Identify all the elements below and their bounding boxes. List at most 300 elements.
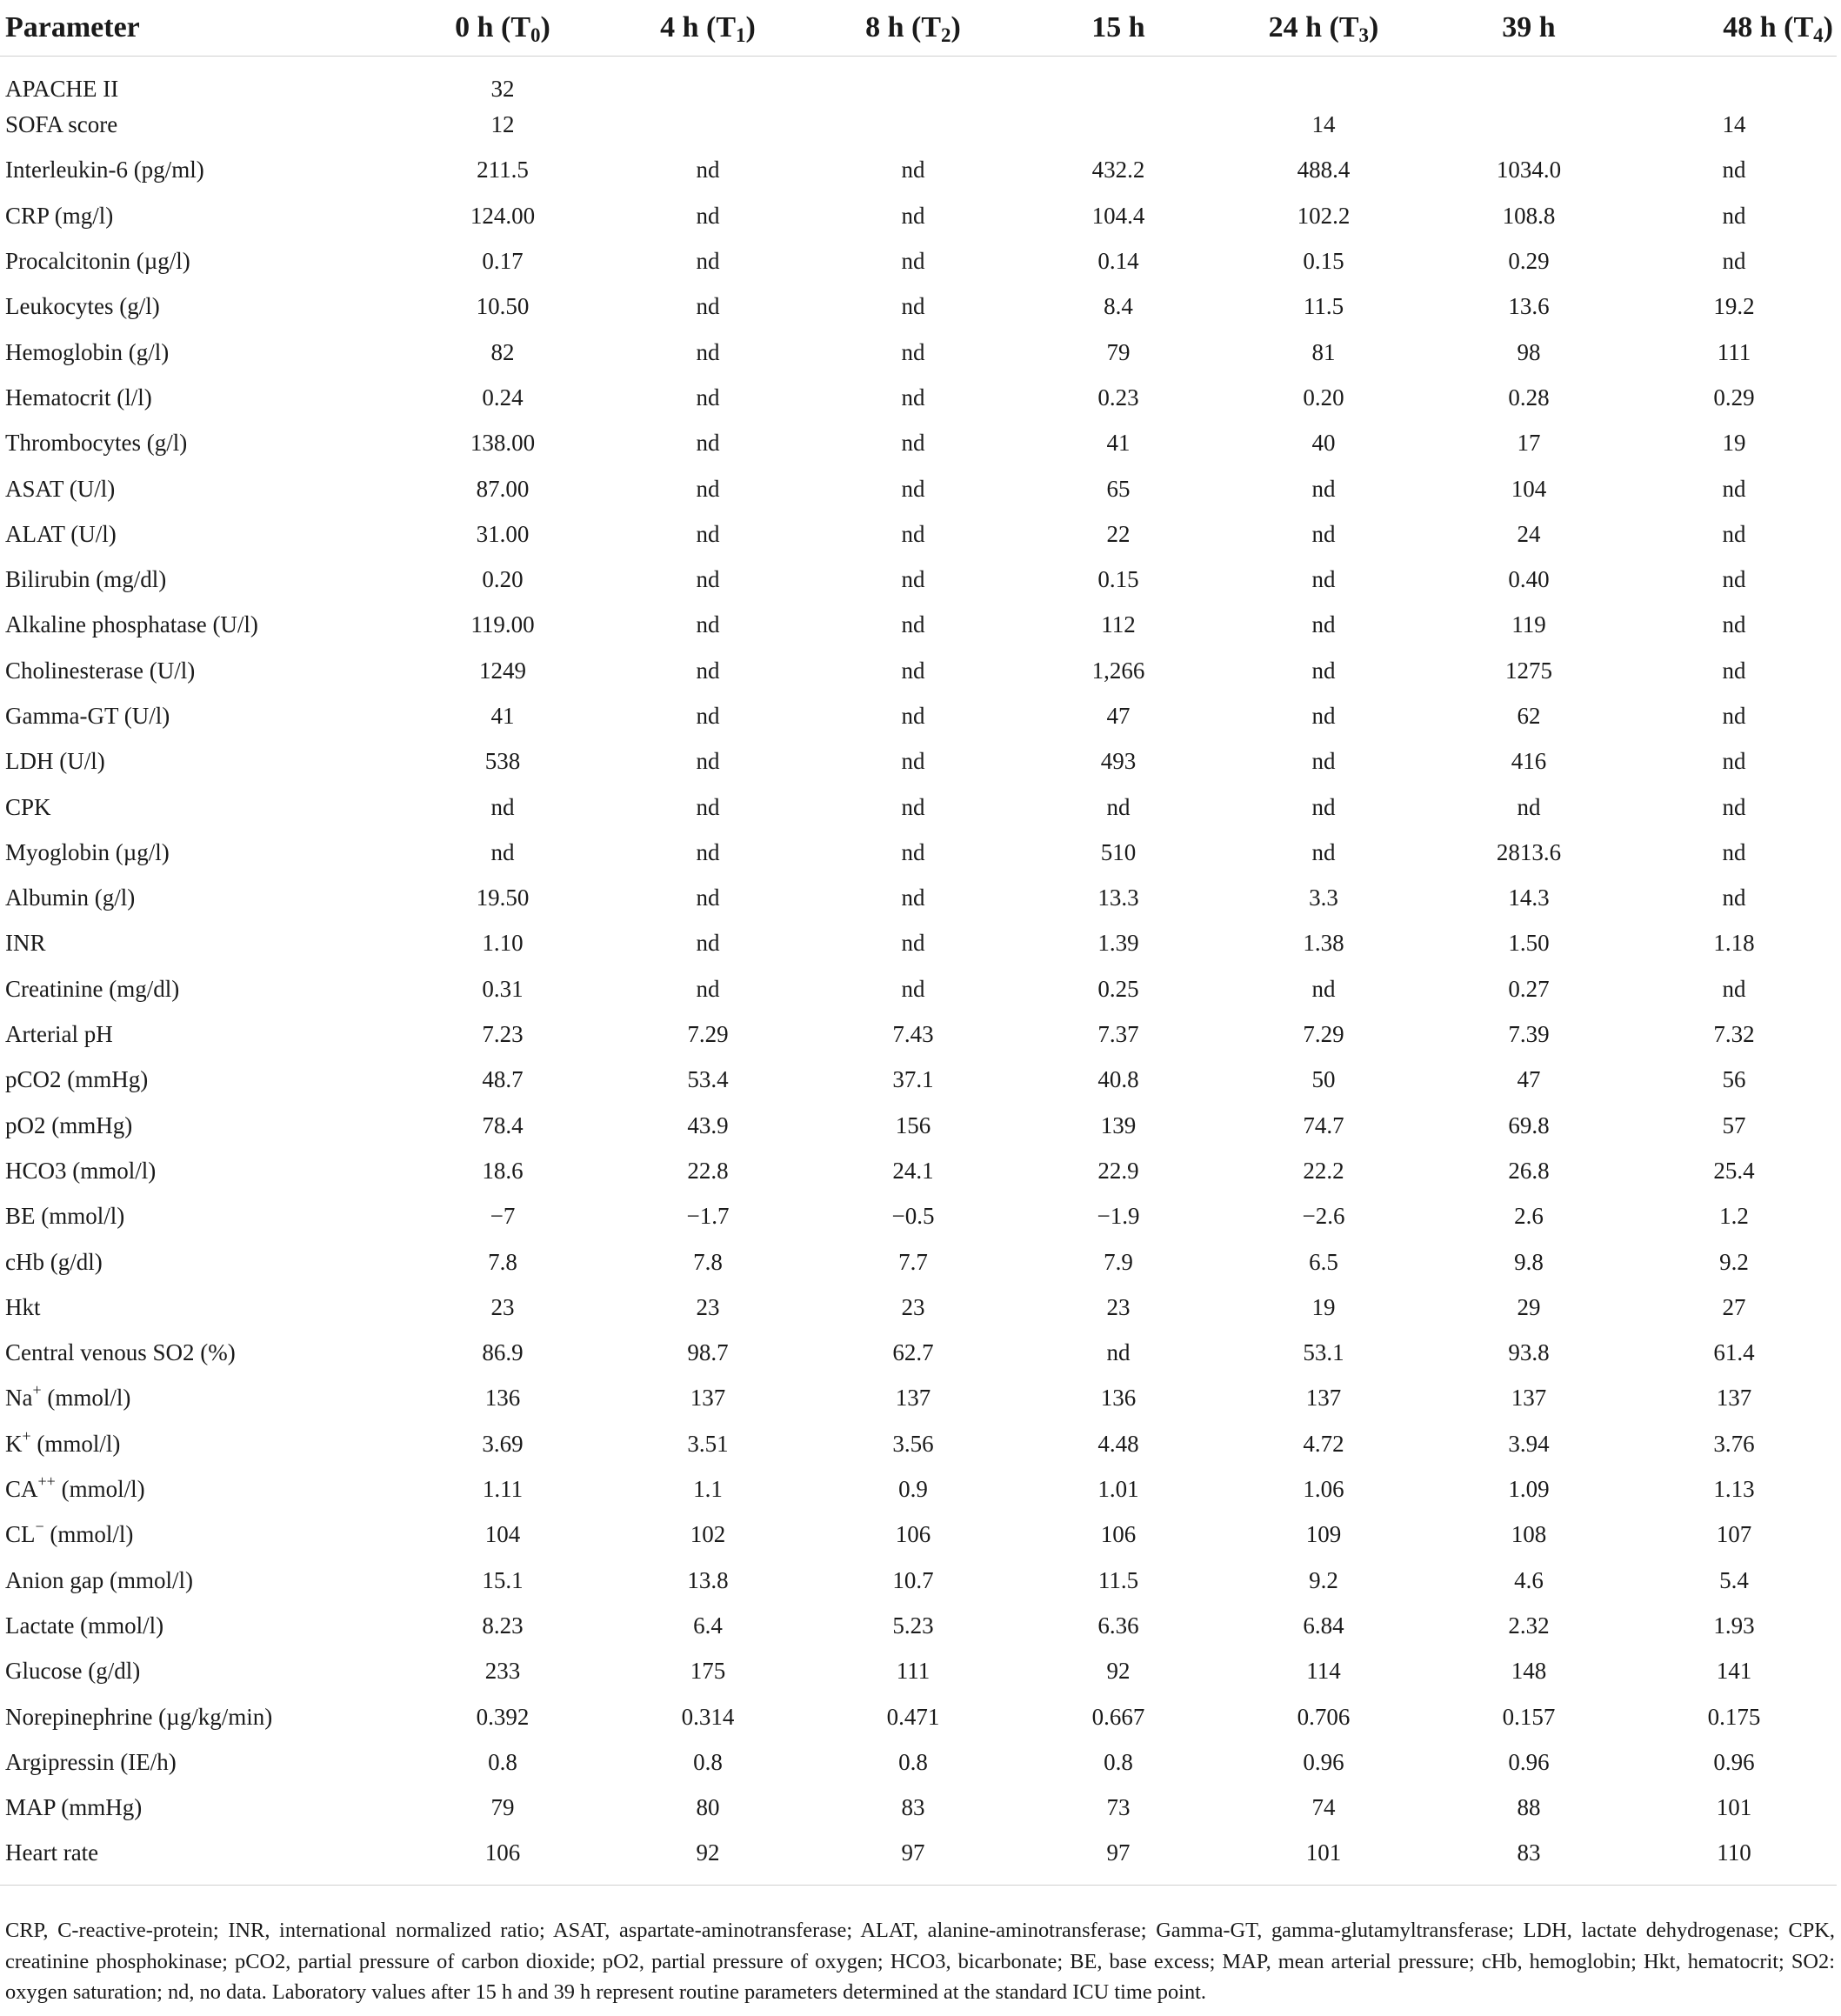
value-cell: 0.392 bbox=[476, 1703, 530, 1730]
value-cell: 7.23 bbox=[482, 1021, 524, 1048]
value-cell: 22.2 bbox=[1303, 1157, 1344, 1184]
value-cell: 79 bbox=[1106, 338, 1131, 365]
parameter-label: Thrombocytes (g/l) bbox=[5, 430, 188, 457]
parameter-superscript: − bbox=[35, 1518, 44, 1536]
value-cell: 0.314 bbox=[681, 1703, 735, 1730]
parameter-label: Albumin (g/l) bbox=[5, 885, 136, 911]
value-cell: 0.96 bbox=[1508, 1748, 1550, 1775]
value-cell: nd bbox=[696, 338, 720, 365]
value-cell: nd bbox=[1311, 475, 1336, 502]
header-label: 4 h (T bbox=[660, 10, 737, 43]
table-row bbox=[0, 1148, 1837, 1193]
value-cell: 10.50 bbox=[476, 293, 530, 320]
value-cell: 26.8 bbox=[1508, 1157, 1550, 1184]
value-cell: 1275 bbox=[1505, 657, 1552, 684]
value-cell: 82 bbox=[490, 338, 515, 365]
value-cell bbox=[1426, 103, 1631, 148]
value-cell: 1.50 bbox=[1508, 930, 1550, 957]
value-cell: 233 bbox=[484, 1658, 521, 1685]
value-cell: 1.93 bbox=[1713, 1612, 1755, 1639]
value-cell: nd bbox=[901, 475, 925, 502]
value-cell: nd bbox=[1106, 1339, 1131, 1366]
parameter-label: Hematocrit (l/l) bbox=[5, 384, 152, 411]
value-cell: 24 bbox=[1517, 520, 1541, 547]
value-cell: 0.15 bbox=[1303, 248, 1344, 275]
value-cell: 12 bbox=[490, 111, 515, 138]
header-timepoint-7 bbox=[1631, 0, 1837, 56]
value-cell bbox=[810, 103, 1016, 148]
value-cell: 8.23 bbox=[482, 1612, 524, 1639]
value-cell: 25.4 bbox=[1713, 1157, 1755, 1184]
parameter-cell bbox=[0, 784, 400, 830]
value-cell: 111 bbox=[896, 1658, 931, 1685]
value-cell: 1.18 bbox=[1713, 930, 1755, 957]
value-cell: nd bbox=[901, 293, 925, 320]
value-cell: −1.9 bbox=[1097, 1203, 1140, 1230]
value-cell: 62.7 bbox=[892, 1339, 934, 1366]
value-cell: 80 bbox=[696, 1794, 720, 1821]
parameter-label: Anion gap (mmol/l) bbox=[5, 1566, 193, 1593]
value-cell: 83 bbox=[901, 1794, 925, 1821]
header-subscript: 1 bbox=[736, 23, 746, 46]
table-row bbox=[0, 1421, 1837, 1466]
value-cell: 4.48 bbox=[1097, 1430, 1139, 1457]
value-cell: 9.2 bbox=[1719, 1248, 1749, 1275]
value-cell: 114 bbox=[1306, 1658, 1341, 1685]
value-cell: nd bbox=[1106, 793, 1131, 820]
parameter-label: Lactate (mmol/l) bbox=[5, 1612, 164, 1639]
parameter-unit: (mmol/l) bbox=[43, 1521, 134, 1548]
header-timepoint-5 bbox=[1221, 0, 1426, 56]
value-cell: 4.6 bbox=[1514, 1566, 1544, 1593]
value-cell: nd bbox=[696, 885, 720, 911]
value-cell: 92 bbox=[696, 1839, 720, 1866]
value-cell: nd bbox=[901, 430, 925, 457]
value-cell: 110 bbox=[1717, 1839, 1751, 1866]
value-cell: nd bbox=[1722, 475, 1746, 502]
value-cell: 7.29 bbox=[687, 1021, 729, 1048]
parameter-label: INR bbox=[5, 930, 46, 957]
value-cell: nd bbox=[1311, 566, 1336, 593]
value-cell: 7.29 bbox=[1303, 1021, 1344, 1048]
value-cell: 0.8 bbox=[488, 1748, 517, 1775]
parameter-cell bbox=[0, 103, 400, 148]
table-row bbox=[0, 466, 1837, 511]
header-timepoint-3 bbox=[810, 0, 1016, 56]
parameter-cell bbox=[0, 56, 400, 103]
value-cell: nd bbox=[696, 520, 720, 547]
value-cell: 4.72 bbox=[1303, 1430, 1344, 1457]
value-cell: nd bbox=[901, 566, 925, 593]
parameter-label: LDH (U/l) bbox=[5, 748, 105, 775]
value-cell: 104.4 bbox=[1091, 202, 1145, 229]
value-cell: nd bbox=[1722, 703, 1746, 729]
value-cell: 8.4 bbox=[1104, 293, 1133, 320]
table-row bbox=[0, 330, 1837, 375]
table-row bbox=[0, 56, 1837, 103]
value-cell: 1.38 bbox=[1303, 930, 1344, 957]
value-cell: 3.56 bbox=[892, 1430, 934, 1457]
value-cell: 107 bbox=[1716, 1521, 1752, 1548]
table-bottom-rule bbox=[0, 1876, 1837, 1886]
value-cell: 104 bbox=[484, 1521, 521, 1548]
value-cell: 37.1 bbox=[892, 1066, 934, 1093]
value-cell: 11.5 bbox=[1303, 293, 1344, 320]
parameter-label: Cholinesterase (U/l) bbox=[5, 657, 196, 684]
parameter-label: Hemoglobin (g/l) bbox=[5, 338, 170, 365]
value-cell: nd bbox=[901, 748, 925, 775]
header-timepoint-2 bbox=[605, 0, 810, 56]
table-body bbox=[0, 56, 1837, 1876]
value-cell: 538 bbox=[484, 748, 521, 775]
value-cell: 79 bbox=[490, 1794, 515, 1821]
value-cell: 2813.6 bbox=[1496, 838, 1562, 865]
parameter-label: Gamma-GT (U/l) bbox=[5, 703, 170, 729]
parameter-cell bbox=[0, 148, 400, 193]
value-cell bbox=[1631, 56, 1837, 103]
value-cell: 119 bbox=[1511, 611, 1546, 638]
table-row bbox=[0, 739, 1837, 784]
value-cell: 73 bbox=[1106, 1794, 1131, 1821]
value-cell: nd bbox=[696, 430, 720, 457]
parameter-label: Na bbox=[5, 1385, 33, 1412]
parameter-label: Creatinine (mg/dl) bbox=[5, 975, 180, 1002]
value-cell: 5.4 bbox=[1719, 1566, 1749, 1593]
parameter-label: CPK bbox=[5, 793, 51, 820]
parameter-cell bbox=[0, 1649, 400, 1694]
value-cell: 137 bbox=[1305, 1385, 1342, 1412]
value-cell: 2.32 bbox=[1508, 1612, 1550, 1639]
value-cell: nd bbox=[1722, 748, 1746, 775]
table-row bbox=[0, 1649, 1837, 1694]
value-cell: 1034.0 bbox=[1496, 157, 1562, 184]
value-cell: 2.6 bbox=[1514, 1203, 1544, 1230]
parameter-cell bbox=[0, 1011, 400, 1057]
value-cell: 0.8 bbox=[693, 1748, 723, 1775]
value-cell: 141 bbox=[1716, 1658, 1752, 1685]
parameter-label: CL bbox=[5, 1521, 36, 1548]
value-cell: 0.175 bbox=[1707, 1703, 1761, 1730]
value-cell: 432.2 bbox=[1091, 157, 1145, 184]
value-cell: 31.00 bbox=[476, 520, 530, 547]
value-cell: 1.39 bbox=[1097, 930, 1139, 957]
value-cell: 19.50 bbox=[476, 885, 530, 911]
parameter-cell bbox=[0, 1148, 400, 1193]
value-cell: 13.3 bbox=[1097, 885, 1139, 911]
value-cell: −1.7 bbox=[686, 1203, 730, 1230]
table-row bbox=[0, 648, 1837, 693]
value-cell: nd bbox=[901, 975, 925, 1002]
value-cell: nd bbox=[1722, 611, 1746, 638]
value-cell: 74 bbox=[1311, 1794, 1336, 1821]
parameter-label: SOFA score bbox=[5, 111, 118, 138]
value-cell: 19 bbox=[1722, 430, 1746, 457]
value-cell: nd bbox=[1722, 838, 1746, 865]
value-cell: 0.24 bbox=[482, 384, 524, 411]
value-cell: 0.17 bbox=[482, 248, 524, 275]
parameter-cell bbox=[0, 1512, 400, 1558]
value-cell: 175 bbox=[690, 1658, 726, 1685]
value-cell: nd bbox=[696, 384, 720, 411]
parameter-label: CRP (mg/l) bbox=[5, 202, 114, 229]
parameter-unit: (mmol/l) bbox=[30, 1430, 121, 1457]
value-cell: 1.09 bbox=[1508, 1476, 1550, 1503]
table-row bbox=[0, 603, 1837, 648]
value-cell: 22 bbox=[1106, 520, 1131, 547]
value-cell: 0.8 bbox=[1104, 1748, 1133, 1775]
parameter-cell bbox=[0, 1331, 400, 1376]
header-timepoint-1 bbox=[400, 0, 605, 56]
value-cell: 9.2 bbox=[1309, 1566, 1338, 1593]
parameter-label: Glucose (g/dl) bbox=[5, 1658, 141, 1685]
value-cell: 7.37 bbox=[1097, 1021, 1139, 1048]
value-cell: nd bbox=[1311, 975, 1336, 1002]
value-cell: 111 bbox=[1717, 338, 1751, 365]
value-cell: 23 bbox=[490, 1293, 515, 1320]
parameter-cell bbox=[0, 921, 400, 966]
parameter-label: CA bbox=[5, 1476, 38, 1503]
value-cell: nd bbox=[901, 885, 925, 911]
parameter-cell bbox=[0, 1831, 400, 1876]
header-label: 48 h (T bbox=[1723, 10, 1814, 43]
value-cell: 17 bbox=[1517, 430, 1541, 457]
value-cell: 416 bbox=[1511, 748, 1547, 775]
value-cell: 7.7 bbox=[898, 1248, 928, 1275]
value-cell: 65 bbox=[1106, 475, 1131, 502]
value-cell: nd bbox=[696, 293, 720, 320]
value-cell: nd bbox=[901, 157, 925, 184]
value-cell: 6.4 bbox=[693, 1612, 723, 1639]
value-cell: 9.8 bbox=[1514, 1248, 1544, 1275]
value-cell: 50 bbox=[1311, 1066, 1336, 1093]
value-cell: 7.32 bbox=[1713, 1021, 1755, 1048]
value-cell: nd bbox=[1722, 248, 1746, 275]
value-cell: 0.20 bbox=[1303, 384, 1344, 411]
value-cell: 69.8 bbox=[1508, 1111, 1550, 1138]
table-row bbox=[0, 1785, 1837, 1830]
value-cell: nd bbox=[490, 838, 515, 865]
value-cell: 7.8 bbox=[488, 1248, 517, 1275]
value-cell: nd bbox=[1311, 748, 1336, 775]
value-cell: nd bbox=[1311, 838, 1336, 865]
value-cell: 93.8 bbox=[1508, 1339, 1550, 1366]
value-cell: nd bbox=[696, 975, 720, 1002]
value-cell: 23 bbox=[1106, 1293, 1131, 1320]
parameter-cell bbox=[0, 830, 400, 875]
header-label: 0 h (T bbox=[455, 10, 531, 43]
value-cell: 98 bbox=[1517, 338, 1541, 365]
value-cell: nd bbox=[901, 248, 925, 275]
header-label: 15 h bbox=[1091, 10, 1145, 43]
table-row bbox=[0, 1603, 1837, 1648]
value-cell: 211.5 bbox=[477, 157, 529, 184]
value-cell: 88 bbox=[1517, 1794, 1541, 1821]
value-cell: 138.00 bbox=[470, 430, 536, 457]
value-cell: 32 bbox=[490, 75, 515, 102]
value-cell: 0.96 bbox=[1713, 1748, 1755, 1775]
value-cell bbox=[605, 103, 810, 148]
header-label: 8 h (T bbox=[865, 10, 942, 43]
value-cell: 3.76 bbox=[1713, 1430, 1755, 1457]
value-cell: 5.23 bbox=[892, 1612, 934, 1639]
parameter-unit: (mmol/l) bbox=[55, 1476, 145, 1503]
value-cell: 7.39 bbox=[1508, 1021, 1550, 1048]
value-cell: 1.10 bbox=[482, 930, 524, 957]
value-cell: nd bbox=[901, 703, 925, 729]
value-cell: 41 bbox=[1106, 430, 1131, 457]
header-subscript: 2 bbox=[941, 23, 951, 46]
parameter-label: Alkaline phosphatase (U/l) bbox=[5, 611, 258, 638]
table-row bbox=[0, 1103, 1837, 1148]
value-cell: nd bbox=[1311, 793, 1336, 820]
value-cell: 18.6 bbox=[482, 1157, 524, 1184]
parameter-label: APACHE II bbox=[5, 75, 119, 102]
value-cell: nd bbox=[696, 248, 720, 275]
parameter-label: MAP (mmHg) bbox=[5, 1794, 143, 1821]
parameter-label: ASAT (U/l) bbox=[5, 475, 116, 502]
table-row bbox=[0, 1694, 1837, 1739]
value-cell: 14 bbox=[1311, 111, 1336, 138]
value-cell: 1.06 bbox=[1303, 1476, 1344, 1503]
value-cell bbox=[810, 56, 1016, 103]
value-cell: 83 bbox=[1517, 1839, 1541, 1866]
value-cell: 81 bbox=[1311, 338, 1336, 365]
value-cell: 0.157 bbox=[1502, 1703, 1556, 1730]
parameter-label: Arterial pH bbox=[5, 1021, 113, 1048]
table-row bbox=[0, 148, 1837, 193]
header-parameter bbox=[0, 0, 400, 56]
table-row bbox=[0, 1466, 1837, 1512]
value-cell: 139 bbox=[1100, 1111, 1137, 1138]
table-row bbox=[0, 1011, 1837, 1057]
table-row bbox=[0, 238, 1837, 284]
value-cell: nd bbox=[1722, 793, 1746, 820]
value-cell: 57 bbox=[1722, 1111, 1746, 1138]
value-cell: 148 bbox=[1511, 1658, 1547, 1685]
table-row bbox=[0, 1739, 1837, 1785]
value-cell: 10.7 bbox=[892, 1566, 934, 1593]
value-cell: 156 bbox=[895, 1111, 931, 1138]
table-row bbox=[0, 557, 1837, 602]
value-cell: 11.5 bbox=[1097, 1566, 1139, 1593]
value-cell: 102 bbox=[690, 1521, 726, 1548]
parameter-label: Procalcitonin (µg/l) bbox=[5, 248, 190, 275]
value-cell: −7 bbox=[490, 1203, 516, 1230]
value-cell: 74.7 bbox=[1303, 1111, 1344, 1138]
value-cell: 136 bbox=[1100, 1385, 1137, 1412]
parameter-cell bbox=[0, 603, 400, 648]
parameter-cell bbox=[0, 1194, 400, 1239]
value-cell: 24.1 bbox=[892, 1157, 934, 1184]
parameter-cell bbox=[0, 648, 400, 693]
table-row bbox=[0, 830, 1837, 875]
value-cell: 53.4 bbox=[687, 1066, 729, 1093]
parameter-cell bbox=[0, 1558, 400, 1603]
value-cell: nd bbox=[1722, 975, 1746, 1002]
value-cell: 101 bbox=[1716, 1794, 1752, 1821]
value-cell: 22.8 bbox=[687, 1157, 729, 1184]
header-subscript: 0 bbox=[530, 23, 541, 46]
parameter-label: pCO2 (mmHg) bbox=[5, 1066, 149, 1093]
value-cell: 1.13 bbox=[1713, 1476, 1755, 1503]
parameter-superscript: + bbox=[32, 1381, 42, 1399]
value-cell: 0.23 bbox=[1097, 384, 1139, 411]
parameter-label: Bilirubin (mg/dl) bbox=[5, 566, 167, 593]
header-close-paren: ) bbox=[745, 10, 756, 43]
value-cell: 14 bbox=[1722, 111, 1746, 138]
value-cell: nd bbox=[1311, 520, 1336, 547]
header-subscript: 3 bbox=[1358, 23, 1370, 46]
value-cell: nd bbox=[696, 566, 720, 593]
value-cell: 136 bbox=[484, 1385, 521, 1412]
value-cell: nd bbox=[901, 793, 925, 820]
parameter-label: Leukocytes (g/l) bbox=[5, 293, 160, 320]
value-cell: 1.2 bbox=[1719, 1203, 1749, 1230]
parameter-superscript: + bbox=[22, 1426, 31, 1445]
table-footnote: CRP, C-reactive-protein; INR, international normalized ratio; ASAT, aspartate-aminotransferase; ALAT, alanine-aminotransferase; Gamma-GT, gamma-glutamyltransferase; LDH, lactate dehydrogenase; CPK, creatinine phosphokinase; pCO2, partial pressure of carbon dioxide; pO2, partial pressure of oxygen; HCO3, bicarbonate; BE, base excess; MAP, mean arterial pressure; cHb, hemoglobin; Hkt, hematocrit; SO2: oxygen saturation; nd, no data. Laboratory values after 15 h and 39 h represent routine parameters determined at the standard ICU time point. bbox=[5, 1919, 1835, 2004]
table-row bbox=[0, 1831, 1837, 1876]
value-cell: 0.29 bbox=[1508, 248, 1550, 275]
header-close-paren: ) bbox=[1369, 10, 1379, 43]
table-row bbox=[0, 1558, 1837, 1603]
value-cell: 0.40 bbox=[1508, 566, 1550, 593]
parameter-label: Interleukin-6 (pg/ml) bbox=[5, 157, 204, 184]
value-cell: nd bbox=[696, 157, 720, 184]
value-cell: 6.84 bbox=[1303, 1612, 1344, 1639]
value-cell: 0.667 bbox=[1091, 1703, 1145, 1730]
value-cell: 15.1 bbox=[482, 1566, 524, 1593]
value-cell: 104 bbox=[1511, 475, 1547, 502]
parameter-cell bbox=[0, 193, 400, 238]
table-row bbox=[0, 921, 1837, 966]
value-cell: nd bbox=[901, 338, 925, 365]
value-cell bbox=[1221, 56, 1426, 103]
value-cell: 493 bbox=[1100, 748, 1137, 775]
parameter-cell bbox=[0, 375, 400, 420]
value-cell: 1.1 bbox=[693, 1476, 723, 1503]
value-cell: 0.20 bbox=[482, 566, 524, 593]
value-cell: 29 bbox=[1517, 1293, 1541, 1320]
parameter-cell bbox=[0, 1421, 400, 1466]
value-cell: 97 bbox=[901, 1839, 925, 1866]
parameter-label: K bbox=[5, 1430, 23, 1457]
value-cell: 106 bbox=[484, 1839, 521, 1866]
value-cell: 0.15 bbox=[1097, 566, 1139, 593]
value-cell: nd bbox=[901, 384, 925, 411]
value-cell: 23 bbox=[901, 1293, 925, 1320]
table-row bbox=[0, 1331, 1837, 1376]
value-cell: 56 bbox=[1722, 1066, 1746, 1093]
table-row bbox=[0, 1194, 1837, 1239]
table-row bbox=[0, 1512, 1837, 1558]
value-cell: 6.36 bbox=[1097, 1612, 1139, 1639]
parameter-label: BE (mmol/l) bbox=[5, 1203, 125, 1230]
parameter-cell bbox=[0, 1239, 400, 1285]
value-cell: 78.4 bbox=[482, 1111, 524, 1138]
value-cell: 101 bbox=[1305, 1839, 1342, 1866]
value-cell: nd bbox=[696, 703, 720, 729]
value-cell: nd bbox=[490, 793, 515, 820]
value-cell: −0.5 bbox=[891, 1203, 935, 1230]
value-cell: 43.9 bbox=[687, 1111, 729, 1138]
value-cell: 112 bbox=[1101, 611, 1136, 638]
parameter-cell bbox=[0, 421, 400, 466]
value-cell: nd bbox=[696, 611, 720, 638]
value-cell: nd bbox=[696, 748, 720, 775]
value-cell: 510 bbox=[1100, 838, 1137, 865]
value-cell: nd bbox=[696, 475, 720, 502]
value-cell: 0.28 bbox=[1508, 384, 1550, 411]
